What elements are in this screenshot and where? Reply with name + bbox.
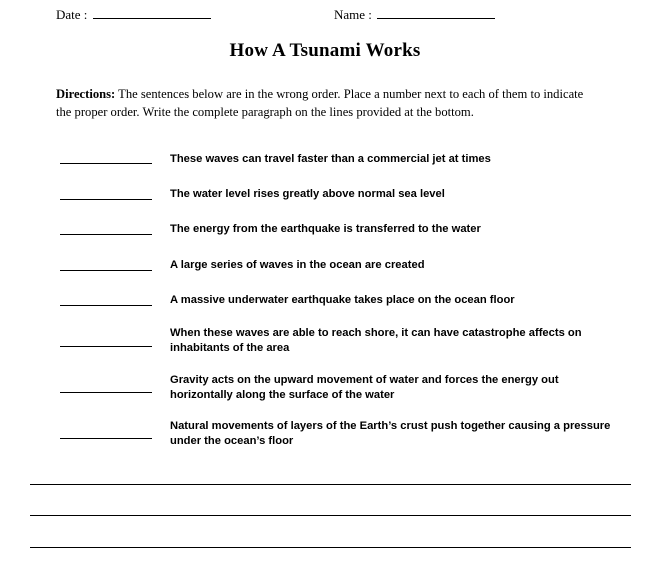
sentence-1: These waves can travel faster than a commercial jet at times	[170, 153, 491, 165]
directions	[56, 85, 601, 121]
sentence-7: Gravity acts on the upward movement of water and forces the energy out horizontally along the surface of the water	[170, 374, 559, 401]
answer-blank-5[interactable]	[60, 305, 152, 306]
answer-blank-7[interactable]	[60, 392, 152, 393]
name-blank[interactable]	[377, 6, 495, 19]
worksheet-title: How A Tsunami Works	[229, 40, 421, 61]
answer-blank-3[interactable]	[60, 234, 152, 235]
sentence-3: The energy from the earthquake is transferred to the water	[170, 223, 481, 235]
answer-blank-4[interactable]	[60, 270, 152, 271]
sentence-2: The water level rises greatly above normal sea level	[170, 188, 445, 200]
directions-text: The sentences below are in the wrong order. Place a number next to each of them to indicate the proper order. Write the complete paragraph on the lines provided at the bottom.	[56, 87, 584, 119]
date-label: Date :	[56, 7, 88, 22]
date-blank[interactable]	[93, 6, 211, 19]
sentence-8: Natural movements of layers of the Earth’s crust push together causing a pressure under the ocean’s floor	[170, 420, 611, 447]
answer-blank-1[interactable]	[60, 163, 152, 164]
date-field[interactable]	[56, 6, 211, 23]
sentence-5: A massive underwater earthquake takes place on the ocean floor	[170, 294, 515, 306]
sentence-4: A large series of waves in the ocean are created	[170, 259, 425, 271]
answer-blank-8[interactable]	[60, 438, 152, 439]
paragraph-line-3[interactable]	[30, 547, 631, 548]
answer-blank-2[interactable]	[60, 199, 152, 200]
directions-label: Directions:	[56, 87, 116, 101]
name-field[interactable]	[334, 6, 495, 23]
sentence-6: When these waves are able to reach shore, it can have catastrophe affects on inhabitants of the area	[170, 327, 582, 354]
paragraph-line-2[interactable]	[30, 515, 631, 516]
paragraph-line-1[interactable]	[30, 484, 631, 485]
answer-blank-6[interactable]	[60, 346, 152, 347]
name-label: Name :	[334, 7, 372, 22]
